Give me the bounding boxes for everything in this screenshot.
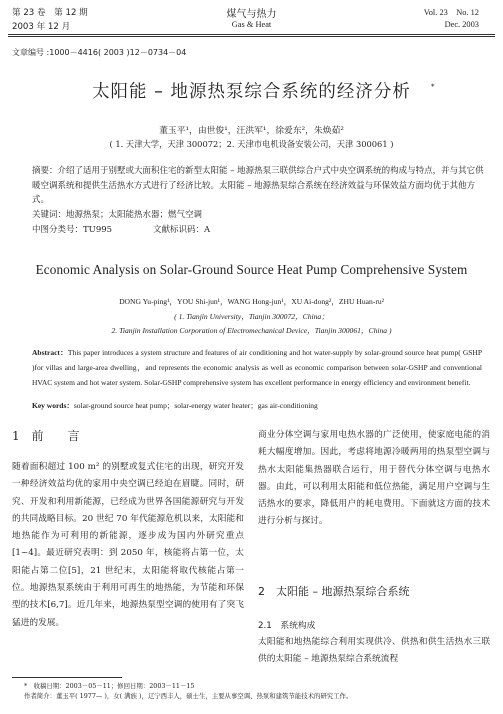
volume-issue-cn: 第 23 卷 第 12 期 — [12, 8, 88, 18]
title-footnote-mark: * — [431, 83, 435, 91]
article-number: 文章编号 :1000－4416( 2003 )12－0734－04 — [12, 48, 187, 57]
subsection-2-1-heading: 2.1 系统构成 — [258, 621, 316, 631]
date-cn: 2003 年 12 月 — [12, 22, 71, 32]
document-code: 文献标识码：A — [153, 225, 211, 235]
date-en: Dec. 2003 — [444, 20, 479, 29]
paper-title-en: Economic Analysis on Solar-Ground Source Heat Pump Comprehensive System — [35, 262, 468, 277]
authors-en: DONG Yu-ping¹，YOU Shi-jun¹，WANG Hong-jun¹，XU Ai-dong²，ZHU Huan-ru² — [119, 297, 384, 306]
volume-issue-en: Vol. 23 No. 12 — [423, 8, 479, 17]
abstract-en-label: Abstract： — [32, 348, 68, 357]
keywords-cn: 关键词：地源热泵；太阳能热水器；燃气空调 — [32, 210, 203, 220]
section-1-body-right: 商业分体空调与家用电热水器的广泛使用，使家庭电能的消耗大幅度增加。因此，考虑将地源冷暖两用的热泵型空调与热水太阳能集热器联合运行，用于替代分体空调与电热水器。由此，可以利用太阳能和低位热能，满足用户空调与生活热水的要求，降低用户的耗电费用。下面就这方面的技术进行分析与探讨。 — [258, 430, 490, 527]
header-rule — [8, 36, 495, 37]
footnote-rule — [12, 677, 122, 678]
section-1-body-left: 随着面积超过 100 m² 的别墅或复式住宅的出现，研究开发一种经济效益均优的家用中央空调已经迫在眉睫。同时，研究、开发和利用新能源，已经成为世界各国能源研究与开发的共同战略目标。20 世纪 70 年代能源危机以来，太阳能和地热能作为可利用的新能源，逐步成为国内外研究重点[1~4]。最近研究表明：到 2050 年，核能将占第一位，太阳能占第二位[5]，21 世纪末，太阳能将取代核能占第一位。地源热泵系统由于利用可再生的地热能，为节能和环保型的技术[6,7]。近几年来，地源热泵型空调的使用有了突飞猛进的发展。 — [12, 462, 244, 628]
affiliation-cn: ( 1. 天津大学，天津 300072；2. 天津市电机设备安装公司，天津 300061 ) — [109, 139, 394, 149]
journal-name-cn: 煤气与热力 — [226, 9, 277, 20]
keywords-en-label: Key words： — [32, 401, 74, 410]
header-rule — [8, 34, 495, 35]
section-2-body: 太阳能和地热能综合利用实现供冷、供热和供生活热水三联供的太阳能 – 地源热泵综合系统流程 — [258, 637, 490, 665]
affiliation-en-1: ( 1. Tianjin University，Tianjin 300072，China； — [174, 312, 329, 321]
abstract-en-text: This paper introduces a system structure and features of air conditioning and hot water-supply by solar-ground source heat pump( GSHP )for villas and large-area dwelling，and represents the economic analysis as well as economic comparison between solar-GSHP and conventional HVAC system and hot water system. Solar-GSHP comprehensive system has excellent performance in energy efficiency and environment benefit. — [32, 348, 482, 387]
keywords-en — [32, 400, 482, 411]
section-2-heading: 2 太阳能 – 地源热泵综合系统 — [258, 585, 410, 598]
keywords-en-text: solar-ground source heat pump；solar-energy water heater；gas air-conditioning — [73, 401, 318, 410]
footnote-author-bio: 作者简介：董玉平( 1977— )，女( 满族 )，辽宁西丰人，硕士生，主要从事空调、热泵和建筑节能技术的研究工作。 — [24, 692, 353, 700]
clc-number: 中图分类号：TU995 — [32, 225, 113, 235]
section-1-heading: 1 前 言 — [12, 429, 80, 443]
abstract-en — [32, 346, 482, 390]
authors-cn: 董玉平¹，由世俊¹，汪洪军¹，徐爱东²，朱焕茹² — [159, 126, 344, 136]
affiliation-en-2: 2. Tianjin Installation Corporation of Electromechanical Device，Tianjin 300061，China ) — [111, 326, 392, 335]
footnote-dates: * 收稿日期：2003－05－11；修回日期：2003－11－15 — [24, 682, 195, 690]
paper-title-cn: 太阳能 – 地源热泵综合系统的经济分析 — [92, 82, 411, 102]
journal-name-en: Gas & Heat — [231, 20, 272, 29]
abstract-cn: 摘要：介绍了适用于别墅或大面积住宅的新型太阳能 – 地源热泵三联供综合户式中央空调系统的构成与特点，并与其它供暖空调系统和提供生活热水方式进行了经济比较。太阳能 – 地源热泵综合系统在经济效益与环保效益方面均优于其他方式。 — [32, 166, 484, 205]
